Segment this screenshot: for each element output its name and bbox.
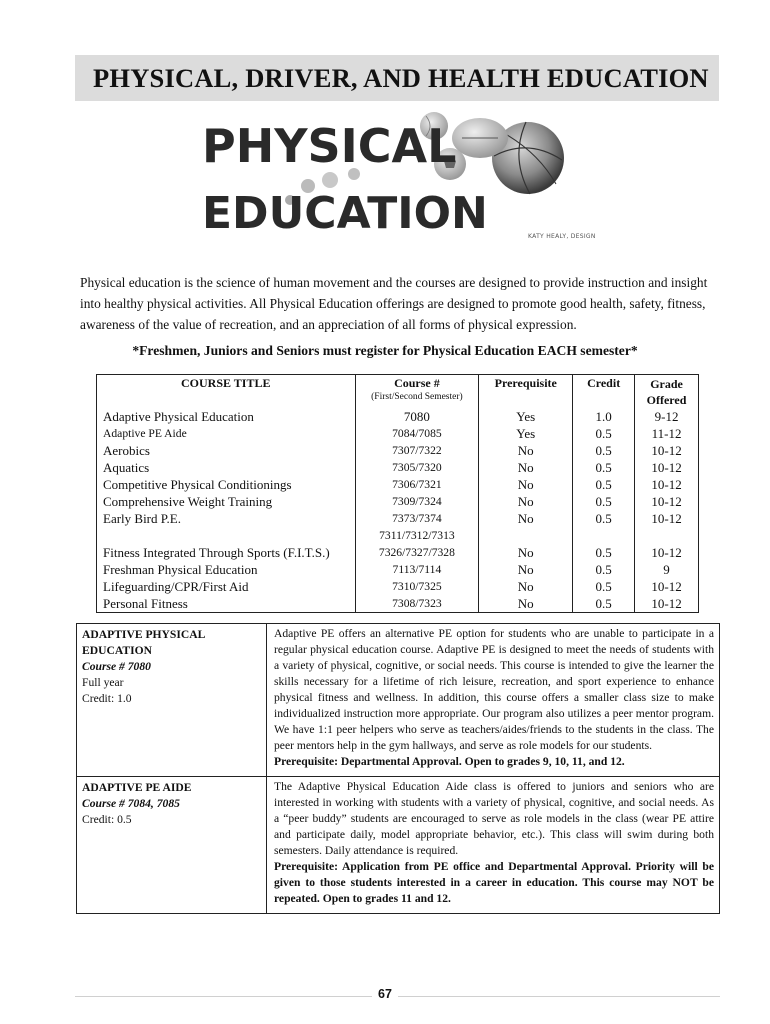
table-row: Adaptive PE Aide 7084/7085 Yes 0.5 11-12	[97, 425, 699, 442]
logo-word-education: EDUCATION	[202, 188, 488, 239]
course-table-header	[97, 375, 699, 409]
table-row: Comprehensive Weight Training 7309/7324 No 0.5 10-12	[97, 493, 699, 510]
course-descriptions	[76, 623, 720, 914]
header-credit: Credit	[573, 375, 635, 409]
course-table	[96, 374, 699, 613]
course-description-adaptive-pe-aide	[77, 777, 720, 914]
intro-paragraph: Physical education is the science of human movement and the courses are designed to provide instruction and insight into healthy physical activities. All Physical Education offerings are designed to promote good health, safety, fitness, awareness of the value of recreation, and an appreciation of all forms of physical expression.	[80, 275, 708, 332]
page-title: PHYSICAL, DRIVER, AND HEALTH EDUCATION	[93, 63, 709, 93]
header-course-number: Course # (First/Second Semester)	[355, 375, 479, 409]
registration-notice: *Freshmen, Juniors and Seniors must register for Physical Education EACH semester*	[132, 343, 638, 358]
table-row: Aquatics 7305/7320 No 0.5 10-12	[97, 459, 699, 476]
table-row: Lifeguarding/CPR/First Aid 7310/7325 No 0.5 10-12	[97, 578, 699, 595]
logo-credit: KATY HEALY, DESIGN	[528, 233, 596, 240]
course-description-adaptive-pe	[77, 624, 720, 777]
table-row: Early Bird P.E. 7373/7374 No 0.5 10-12	[97, 510, 699, 527]
header-grade-offered: Grade Offered	[635, 375, 699, 409]
header-course-title: COURSE TITLE	[97, 375, 356, 409]
course-info: ADAPTIVE PE AIDE Course # 7084, 7085 Credit: 0.5	[77, 777, 267, 914]
table-row: Aerobics 7307/7322 No 0.5 10-12	[97, 442, 699, 459]
table-row: Adaptive Physical Education 7080 Yes 1.0 9-12	[97, 408, 699, 425]
table-row: Freshman Physical Education 7113/7114 No 0.5 9	[97, 561, 699, 578]
logo-word-physical: PHYSICAL	[202, 119, 457, 173]
table-row: Fitness Integrated Through Sports (F.I.T.S.) 7311/7312/7313 7326/7327/7328 No 0.5 10-12	[97, 527, 699, 561]
section-banner	[75, 55, 719, 101]
page-number: 67	[0, 987, 770, 1001]
table-row: Competitive Physical Conditionings 7306/7321 No 0.5 10-12	[97, 476, 699, 493]
header-prerequisite: Prerequisite	[479, 375, 573, 409]
course-body: The Adaptive Physical Education Aide class is offered to juniors and seniors who are interested in working with students with a variety of physical, cognitive, and social needs. As a “peer buddy” students are encouraged to serve as role models in the class (wear PE attire and participate daily, model appropriate behavior, etc.). This class will swim during both semesters. Daily attendance is required. Prerequisite: Application from PE office and Departmental Approval. Priority will be given to those students interested in a career in education. This course may NOT be repeated. Open to grades 11 and 12.	[267, 777, 720, 914]
course-info: ADAPTIVE PHYSICAL EDUCATION Course # 7080 Full year Credit: 1.0	[77, 624, 267, 777]
course-body: Adaptive PE offers an alternative PE option for students who are unable to participate in a regular physical education course. Adaptive PE is designed to meet the needs of students with a variety of physical, cognitive, or social needs. This course is intended to give the learner the skills necessary for a lifetime of rich leisure, recreation, and sport experience to enhance physical fitness and wellness. In addition, this course offers a smaller class size to make individualized instruction more appropriate. Our program also utilizes a peer mentor program. We have 1:1 peer helpers who serve as teachers/aides/friends to the students in the class. The peer mentors help in the gym hallways, and serve as role models for our students. Prerequisite: Departmental Approval. Open to grades 9, 10, 11, and 12.	[267, 624, 720, 777]
physical-education-logo	[190, 108, 620, 248]
logo-graphic	[190, 108, 620, 248]
table-row: Personal Fitness 7308/7323 No 0.5 10-12	[97, 595, 699, 613]
